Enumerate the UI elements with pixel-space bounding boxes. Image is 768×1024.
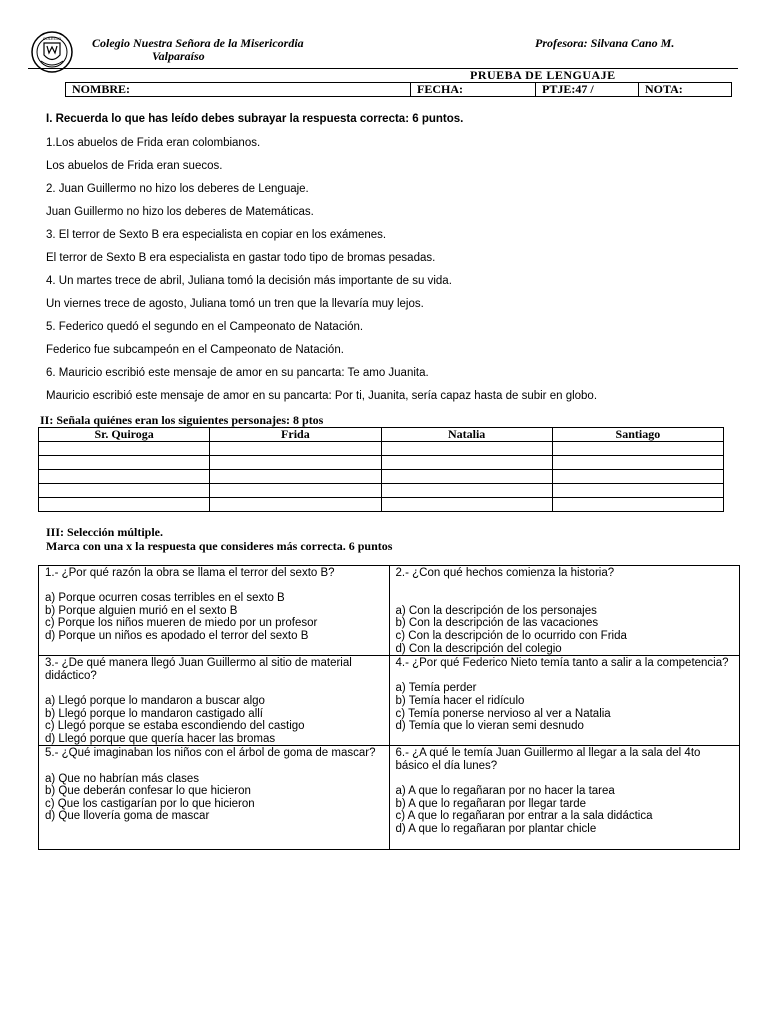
- answer-cell[interactable]: [552, 484, 723, 498]
- question-cell: [389, 746, 740, 850]
- school-city: Valparaíso: [152, 49, 205, 63]
- column-header: Santiago: [552, 428, 723, 442]
- table-row: [39, 442, 724, 456]
- question-cell: [389, 656, 740, 746]
- answer-cell[interactable]: [381, 456, 552, 470]
- multiple-choice-table: [38, 565, 740, 850]
- teacher-name: Profesora: Silvana Cano M.: [535, 36, 675, 50]
- statement-line[interactable]: 6. Mauricio escribió este mensaje de amor en su pancarta: Te amo Juanita.: [46, 367, 429, 379]
- answer-cell[interactable]: [381, 484, 552, 498]
- answer-cell[interactable]: [210, 442, 381, 456]
- answer-option[interactable]: a) Temía perder: [395, 682, 477, 695]
- score-field[interactable]: PTJE:47 /: [536, 83, 639, 96]
- answer-option[interactable]: b) Llegó porque lo mandaron castigado allí: [45, 707, 264, 720]
- answer-cell[interactable]: [39, 484, 210, 498]
- statement-line[interactable]: El terror de Sexto B era especialista en gastar todo tipo de bromas pesadas.: [46, 252, 436, 264]
- date-field[interactable]: FECHA:: [411, 83, 536, 96]
- school-logo: [31, 31, 73, 73]
- question-text: 4.- ¿Por qué Federico Nieto temía tanto a salir a la competencia?: [395, 657, 729, 670]
- answer-cell[interactable]: [210, 484, 381, 498]
- question-cell: [39, 746, 390, 850]
- question-text: 1.- ¿Por qué razón la obra se llama el terror del sexto B?: [45, 567, 335, 579]
- test-title: PRUEBA DE LENGUAJE: [470, 68, 616, 82]
- answer-cell[interactable]: [210, 456, 381, 470]
- answer-cell[interactable]: [381, 442, 552, 456]
- answer-option[interactable]: c) Temía ponerse nervioso al ver a Natalia: [395, 707, 611, 720]
- grade-field[interactable]: NOTA:: [645, 82, 683, 96]
- name-field[interactable]: NOMBRE:: [66, 83, 411, 96]
- statement-line[interactable]: 1.Los abuelos de Frida eran colombianos.: [46, 137, 261, 149]
- answer-cell[interactable]: [39, 498, 210, 512]
- answer-cell[interactable]: [552, 442, 723, 456]
- statement-line[interactable]: Mauricio escribió este mensaje de amor en su pancarta: Por ti, Juanita, sería capaz hasta de subir en globo.: [46, 390, 598, 402]
- statement-line[interactable]: Federico fue subcampeón en el Campeonato de Natación.: [46, 344, 344, 356]
- section2-heading: II: Señala quiénes eran los siguientes personajes: 8 ptos: [40, 413, 324, 427]
- statement-line[interactable]: 3. El terror de Sexto B era especialista en copiar en los exámenes.: [46, 229, 387, 241]
- answer-option[interactable]: a) Que no habrían más clases: [45, 772, 200, 785]
- statement-line[interactable]: Un viernes trece de agosto, Juliana tomó un tren que la llevaría muy lejos.: [46, 298, 424, 310]
- answer-option[interactable]: a) Porque ocurren cosas terribles en el sexto B: [45, 592, 285, 605]
- question-text: 6.- ¿A qué le temía Juan Guillermo al llegar a la sala del 4to básico el día lunes?: [395, 747, 701, 772]
- header-divider: [28, 68, 738, 69]
- answer-cell[interactable]: [39, 456, 210, 470]
- answer-cell[interactable]: [381, 498, 552, 512]
- answer-option[interactable]: d) Con la descripción del colegio: [395, 642, 562, 655]
- student-info-row: [65, 82, 732, 97]
- question-text: 3.- ¿De qué manera llegó Juan Guillermo al sitio de material didáctico?: [45, 657, 352, 682]
- answer-option[interactable]: c) Que los castigarían por lo que hicieron: [45, 797, 255, 810]
- answer-option[interactable]: c) Con la descripción de lo ocurrido con Frida: [395, 629, 627, 642]
- characters-table: [38, 427, 724, 512]
- statement-line[interactable]: 2. Juan Guillermo no hizo los deberes de Lenguaje.: [46, 183, 309, 195]
- section3-instructions: Marca con una x la respuesta que consideres más correcta. 6 puntos: [46, 539, 393, 553]
- answer-option[interactable]: d) Que llovería goma de mascar: [45, 810, 210, 823]
- answer-option[interactable]: b) Con la descripción de las vacaciones: [395, 617, 599, 630]
- answer-option[interactable]: a) Llegó porque lo mandaron a buscar algo: [45, 694, 265, 707]
- question-text: 5.- ¿Qué imaginaban los niños con el árbol de goma de mascar?: [45, 747, 376, 760]
- answer-option[interactable]: d) Temía que lo vieran semi desnudo: [395, 720, 584, 733]
- school-name: Colegio Nuestra Señora de la Misericordia: [92, 36, 304, 50]
- answer-option[interactable]: d) A que lo regañaran por plantar chicle: [395, 822, 597, 835]
- logo-text: COLEGIO: [42, 36, 62, 41]
- answer-cell[interactable]: [39, 470, 210, 484]
- statement-line[interactable]: 4. Un martes trece de abril, Juliana tomó la decisión más importante de su vida.: [46, 275, 452, 287]
- answer-option[interactable]: c) Porque los niños mueren de miedo por un profesor: [45, 617, 318, 630]
- statement-line[interactable]: 5. Federico quedó el segundo en el Campeonato de Natación.: [46, 321, 364, 333]
- question-cell: [39, 566, 390, 656]
- table-row: [39, 498, 724, 512]
- answer-cell[interactable]: [210, 470, 381, 484]
- answer-cell[interactable]: [39, 442, 210, 456]
- answer-cell[interactable]: [552, 470, 723, 484]
- answer-option[interactable]: a) Con la descripción de los personajes: [395, 604, 597, 617]
- answer-option[interactable]: d) Porque un niños es apodado el terror del sexto B: [45, 629, 309, 642]
- table-row: [39, 484, 724, 498]
- answer-option[interactable]: c) A que lo regañaran por entrar a la sala didáctica: [395, 810, 653, 823]
- answer-option[interactable]: d) Llegó porque que quería hacer las bromas: [45, 732, 276, 745]
- answer-option[interactable]: b) A que lo regañaran por llegar tarde: [395, 797, 587, 810]
- answer-option[interactable]: a) A que lo regañaran por no hacer la tarea: [395, 785, 615, 798]
- answer-cell[interactable]: [381, 470, 552, 484]
- column-header: Sr. Quiroga: [39, 428, 210, 442]
- statement-line[interactable]: Juan Guillermo no hizo los deberes de Matemáticas.: [46, 206, 314, 218]
- answer-option[interactable]: b) Temía hacer el ridículo: [395, 694, 525, 707]
- column-header: Frida: [210, 428, 381, 442]
- table-row: [39, 456, 724, 470]
- section3-heading: III: Selección múltiple.: [46, 525, 163, 539]
- column-header: Natalia: [381, 428, 552, 442]
- answer-cell[interactable]: [552, 498, 723, 512]
- answer-option[interactable]: c) Llegó porque se estaba escondiendo del castigo: [45, 720, 305, 733]
- question-cell: [389, 566, 740, 656]
- answer-cell[interactable]: [552, 456, 723, 470]
- answer-option[interactable]: b) Que deberán confesar lo que hicieron: [45, 785, 251, 798]
- answer-cell[interactable]: [210, 498, 381, 512]
- statement-line[interactable]: Los abuelos de Frida eran suecos.: [46, 160, 223, 172]
- question-cell: [39, 656, 390, 746]
- question-text: 2.- ¿Con qué hechos comienza la historia?: [395, 567, 615, 579]
- table-row: [39, 470, 724, 484]
- answer-option[interactable]: b) Porque alguien murió en el sexto B: [45, 604, 238, 617]
- section1-heading: I. Recuerda lo que has leído debes subrayar la respuesta correcta: 6 puntos.: [46, 113, 464, 125]
